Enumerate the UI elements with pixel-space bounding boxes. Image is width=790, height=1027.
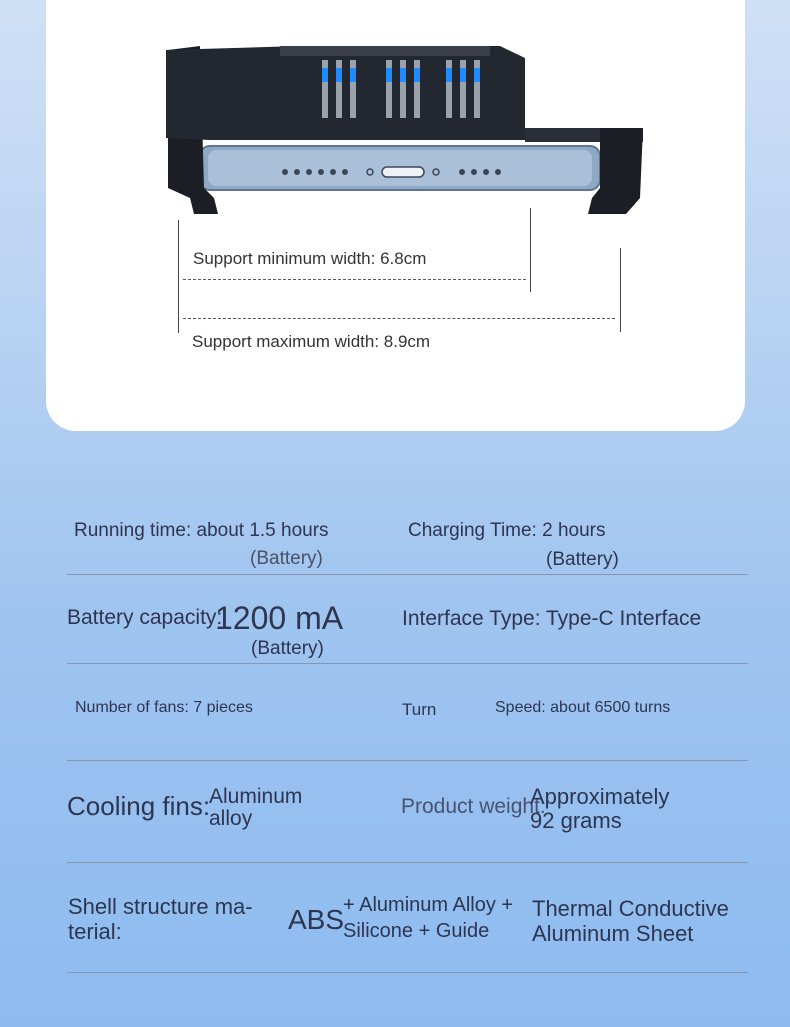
- shell-label-line2: terial:: [68, 919, 122, 944]
- turn-speed-value: Speed: about 6500 turns: [495, 699, 671, 716]
- min-width-left-line: [178, 220, 179, 333]
- cooling-fins-value-line1: Aluminum: [209, 785, 303, 808]
- shell-label-line1: Shell structure ma-: [68, 894, 253, 919]
- charging-time-label: Charging Time: 2 hours: [408, 520, 606, 541]
- min-width-right-line: [530, 208, 531, 292]
- charging-time-note: (Battery): [546, 549, 619, 570]
- divider-3: [67, 760, 748, 761]
- max-width-label: Support maximum width: 8.9cm: [192, 332, 431, 351]
- product-weight-label: Product weight:: [401, 795, 546, 818]
- max-width-dashed-line: [183, 318, 615, 319]
- product-weight-value-line1: Approximately: [530, 784, 670, 809]
- cooling-fins-value-line2: alloy: [209, 807, 253, 830]
- min-width-label: Support minimum width: 6.8cm: [193, 249, 427, 268]
- divider-4: [67, 862, 748, 863]
- divider-5: [67, 972, 748, 973]
- running-time-label: Running time: about 1.5 hours: [74, 520, 329, 541]
- interface-type-label: Interface Type: Type-C Interface: [402, 607, 702, 630]
- shell-abs: ABS: [288, 904, 345, 935]
- shell-end-line1: Thermal Conductive: [532, 896, 729, 921]
- divider-2: [67, 663, 748, 664]
- max-width-right-line: [620, 248, 621, 332]
- shell-mid-line2: Silicone + Guide: [343, 920, 490, 942]
- battery-capacity-label: Battery capacity:: [67, 606, 223, 629]
- cooling-fins-label: Cooling fins:: [67, 791, 211, 821]
- battery-capacity-note: (Battery): [251, 638, 324, 659]
- shell-mid-line1: + Aluminum Alloy +: [343, 894, 514, 916]
- phone-cooler-image: [160, 38, 650, 218]
- shell-end-line2: Aluminum Sheet: [532, 921, 694, 946]
- product-weight-value-line2: 92 grams: [530, 808, 622, 833]
- fans-label: Number of fans: 7 pieces: [75, 699, 253, 716]
- divider-1: [67, 574, 748, 575]
- turn-label: Turn: [402, 700, 437, 719]
- min-width-dashed-line: [183, 279, 526, 280]
- battery-capacity-value: 1200 mA: [215, 600, 344, 636]
- running-time-note: (Battery): [250, 548, 323, 569]
